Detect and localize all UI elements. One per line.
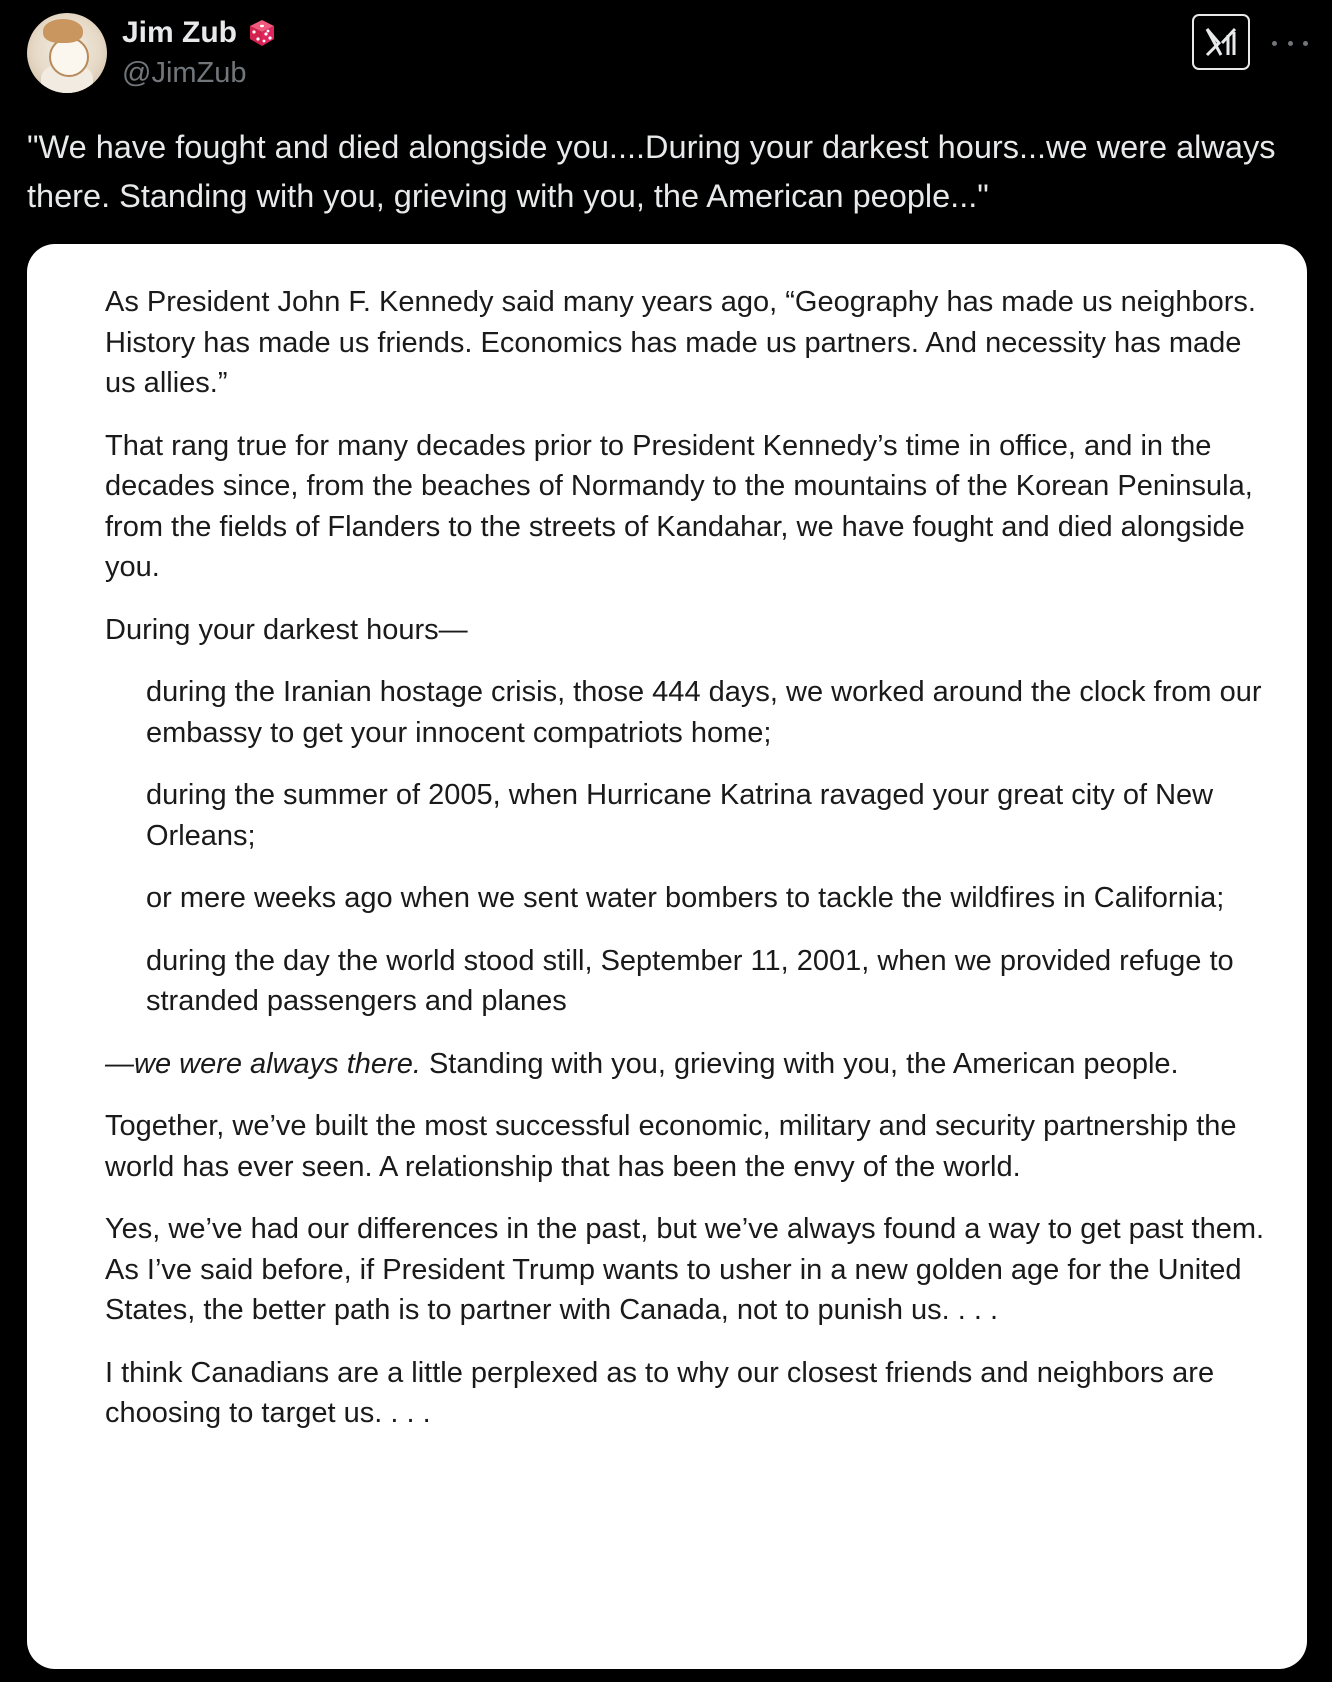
document-paragraph: That rang true for many decades prior to President Kennedy’s time in office, and in the decades since, from the beaches of Normandy to the mountains of the Korean Peninsula, from the fields of Flanders to the streets of Kandahar, we have fought and died alongside you. <box>105 429 1253 583</box>
document-indented-item: or mere weeks ago when we sent water bombers to tackle the wildfires in California; <box>146 882 1225 914</box>
document-italic-phrase: —we were always there. <box>105 1047 421 1080</box>
author-handle[interactable]: @JimZub <box>122 57 247 89</box>
dice-icon <box>247 18 277 48</box>
tweet-text: "We have fought and died alongside you....During your darkest hours...we were always there. Standing with you, grieving with you, the American people..." <box>27 129 1276 214</box>
document-paragraph-text: Standing with you, grieving with you, the American people. <box>420 1047 1179 1080</box>
document-paragraph: Together, we’ve built the most successful economic, military and security partnership the world has ever seen. A relationship that has been the envy of the world. <box>105 1110 1237 1183</box>
tweet-header <box>0 0 1332 120</box>
document-indented-item: during the Iranian hostage crisis, those 444 days, we worked around the clock from our embassy to get your innocent compatriots home; <box>146 676 1262 749</box>
author-name[interactable]: Jim Zub <box>122 16 238 49</box>
more-dot <box>1303 41 1308 46</box>
document-text <box>105 282 1265 1456</box>
avatar-figure-face <box>49 37 89 77</box>
tweet-media-image[interactable] <box>27 244 1307 1669</box>
document-paragraph <box>105 1044 1265 1085</box>
avatar[interactable] <box>27 13 107 93</box>
document-indented-item: during the day the world stood still, September 11, 2001, when we provided refuge to stranded passengers and planes <box>146 944 1234 1017</box>
document-indented-item: during the summer of 2005, when Hurricane Katrina ravaged your great city of New Orleans; <box>146 779 1214 852</box>
more-dot <box>1288 41 1293 46</box>
x-logo-icon[interactable] <box>1192 14 1250 70</box>
avatar-figure-hat <box>43 19 83 43</box>
author-name-row[interactable] <box>122 16 277 50</box>
more-dot <box>1272 41 1277 46</box>
document-paragraph: During your darkest hours— <box>105 613 468 646</box>
document-paragraph: As President John F. Kennedy said many years ago, “Geography has made us neighbors. History has made us friends. Economics has made us partners. And necessity has made us allies.” <box>105 286 1256 399</box>
document-paragraph: Yes, we’ve had our differences in the past, but we’ve always found a way to get past them. As I’ve said before, if President Trump wants to usher in a new golden age for the United States, the better path is to partner with Canada, not to punish us. . . . <box>105 1213 1265 1326</box>
document-paragraph: I think Canadians are a little perplexed as to why our closest friends and neighbors are choosing to target us. . . . <box>105 1356 1215 1429</box>
more-options-icon[interactable] <box>1272 25 1308 61</box>
